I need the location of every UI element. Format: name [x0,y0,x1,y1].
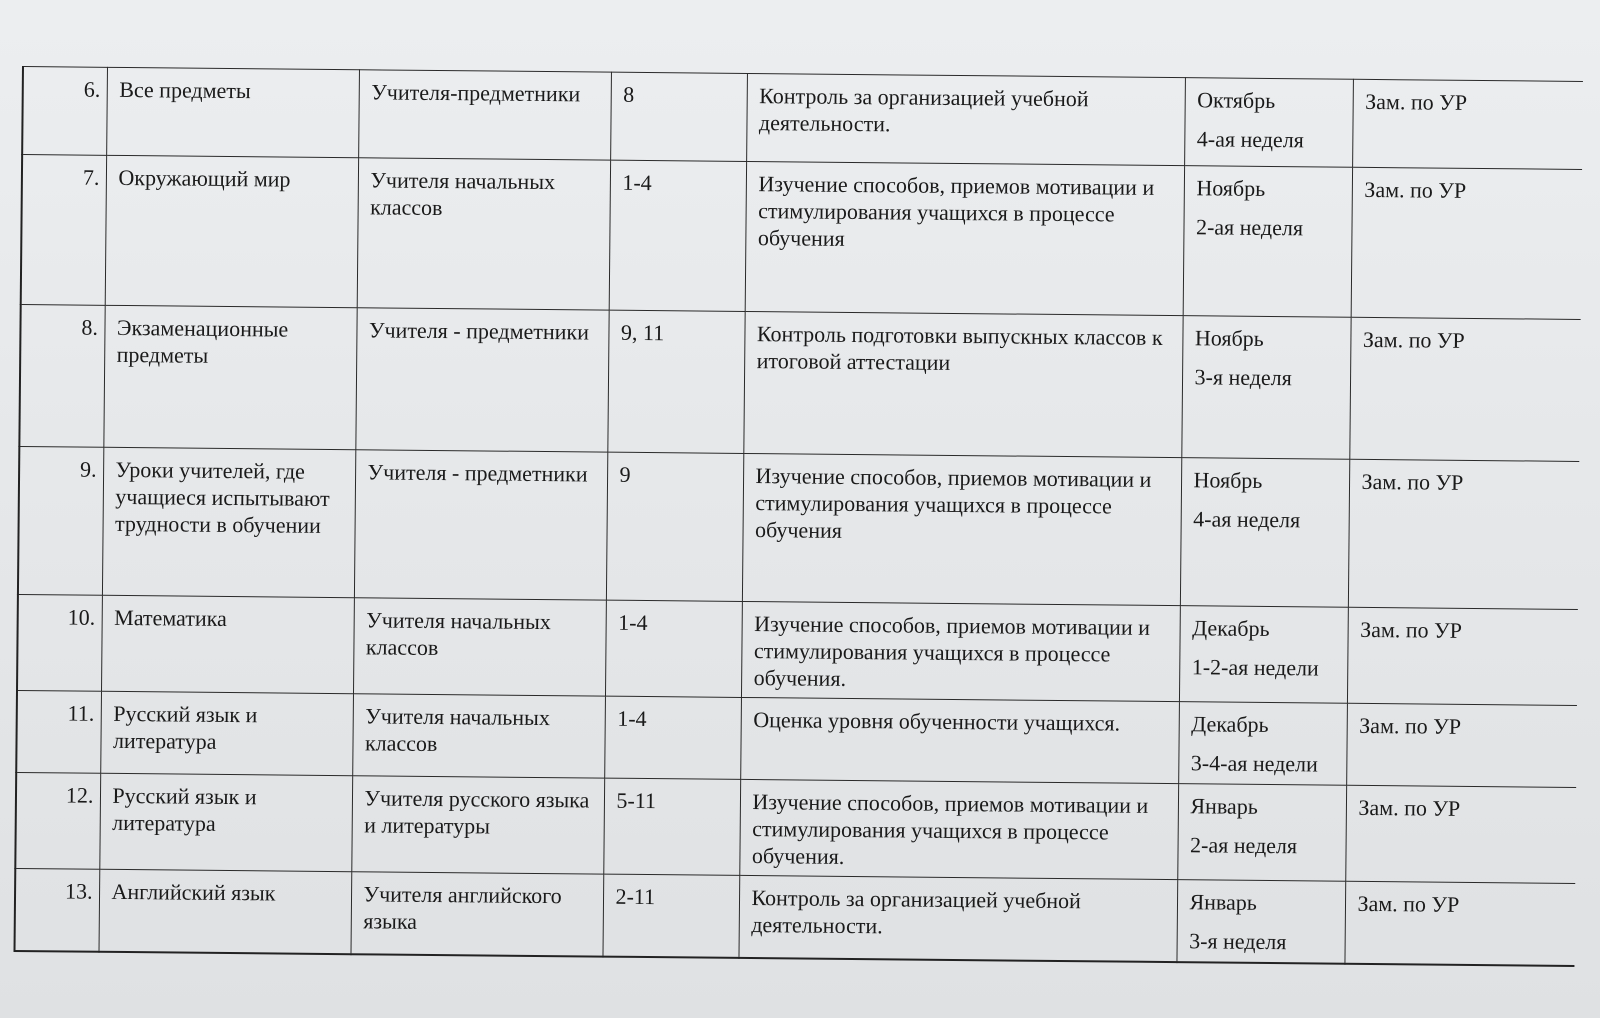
responsible-cell: Зам. по УР [1346,703,1577,787]
responsible-cell: Зам. по УР [1344,881,1575,965]
period-month: Январь [1190,793,1258,819]
table-row [19,304,1580,461]
period-month: Ноябрь [1196,175,1266,201]
teachers-cell: Учителя русского языка и литературы [351,776,604,874]
teachers-cell: Учителя-предметники [358,70,611,160]
subject-cell: Математика [101,595,354,693]
period-week: 3-я неделя [1189,928,1287,955]
subject-cell: Все предметы [106,67,359,157]
subject-cell: Экзаменационные предметы [103,305,356,449]
classes-cell: 9 [606,452,743,601]
responsible-cell: Зам. по УР [1348,459,1579,609]
period-cell [1183,166,1352,318]
table-row [18,446,1579,609]
period-week: 3-4-ая недели [1190,750,1318,777]
classes-cell: 1-4 [605,600,742,697]
period-cell [1179,606,1348,704]
period-month: Январь [1189,889,1257,915]
row-number: 10. [17,594,102,691]
row-number: 13. [15,868,100,951]
period-cell [1178,702,1347,786]
row-number: 9. [18,446,103,595]
subject-cell: Английский язык [99,869,352,953]
responsible-cell: Зам. по УР [1351,167,1582,319]
classes-cell: 1-4 [604,696,741,779]
row-number: 6. [22,67,107,156]
goal-cell: Контроль за организацией учебной деятельности. [746,73,1185,165]
teachers-cell: Учителя - предметники [354,450,607,600]
row-number: 12. [15,772,100,869]
period-month: Ноябрь [1193,467,1263,493]
goal-cell: Оценка уровня обученности учащихся. [740,697,1179,783]
period-cell [1176,880,1345,964]
goal-cell: Изучение способов, приемов мотивации и стимулирования учащихся в процессе обучения [745,161,1184,315]
table-row [22,67,1583,170]
classes-cell: 9, 11 [607,310,744,453]
subject-cell: Уроки учителей, где учащиеся испытывают трудности в обучении [102,447,355,597]
table-row [15,772,1576,883]
period-week: 3-я неделя [1194,364,1292,391]
teachers-cell: Учителя начальных классов [352,694,605,778]
table-row [21,155,1582,320]
subject-cell: Окружающий мир [105,155,358,307]
control-plan-table [13,66,1582,966]
goal-cell: Изучение способов, приемов мотивации и стимулирования учащихся в процессе обучения. [741,601,1180,701]
classes-cell: 8 [610,72,747,161]
goal-cell: Изучение способов, приемов мотивации и стимулирования учащихся в процессе обучения. [739,779,1178,879]
period-month: Октябрь [1197,87,1276,114]
row-number: 8. [19,304,104,447]
period-week: 4-ая неделя [1193,506,1301,533]
period-week: 1-2-ая недели [1191,654,1319,681]
goal-cell: Изучение способов, приемов мотивации и стимулирования учащихся в процессе обучения [742,453,1181,605]
table-row [16,690,1577,787]
period-month: Декабрь [1191,711,1269,737]
table-row [17,594,1578,705]
control-plan-table-wrapper [13,66,1581,966]
period-week: 2-ая неделя [1189,832,1298,859]
subject-cell: Русский язык и литература [100,691,353,775]
teachers-cell: Учителя начальных классов [357,158,610,310]
responsible-cell: Зам. по УР [1349,317,1580,461]
teachers-cell: Учителя - предметники [355,308,608,452]
classes-cell: 2-11 [602,874,739,957]
row-number: 11. [16,690,101,773]
responsible-cell: Зам. по УР [1345,785,1576,883]
table-row [15,868,1576,965]
period-cell [1177,784,1346,882]
teachers-cell: Учителя английского языка [350,872,603,956]
responsible-cell: Зам. по УР [1352,79,1583,169]
period-cell [1180,458,1349,608]
goal-cell: Контроль подготовки выпускных классов к итоговой аттестации [743,311,1182,457]
classes-cell: 5-11 [603,778,740,875]
teachers-cell: Учителя начальных классов [353,598,606,696]
period-cell [1181,316,1350,460]
goal-cell: Контроль за организацией учебной деятельности. [738,875,1177,961]
period-cell [1184,78,1353,168]
row-number: 7. [21,155,106,306]
subject-cell: Русский язык и литература [99,773,352,871]
classes-cell: 1-4 [609,160,746,311]
period-week: 2-ая неделя [1195,214,1304,241]
period-week: 4-ая неделя [1196,126,1304,153]
period-month: Декабрь [1192,615,1270,642]
responsible-cell: Зам. по УР [1347,607,1578,705]
period-month: Ноябрь [1194,325,1264,351]
